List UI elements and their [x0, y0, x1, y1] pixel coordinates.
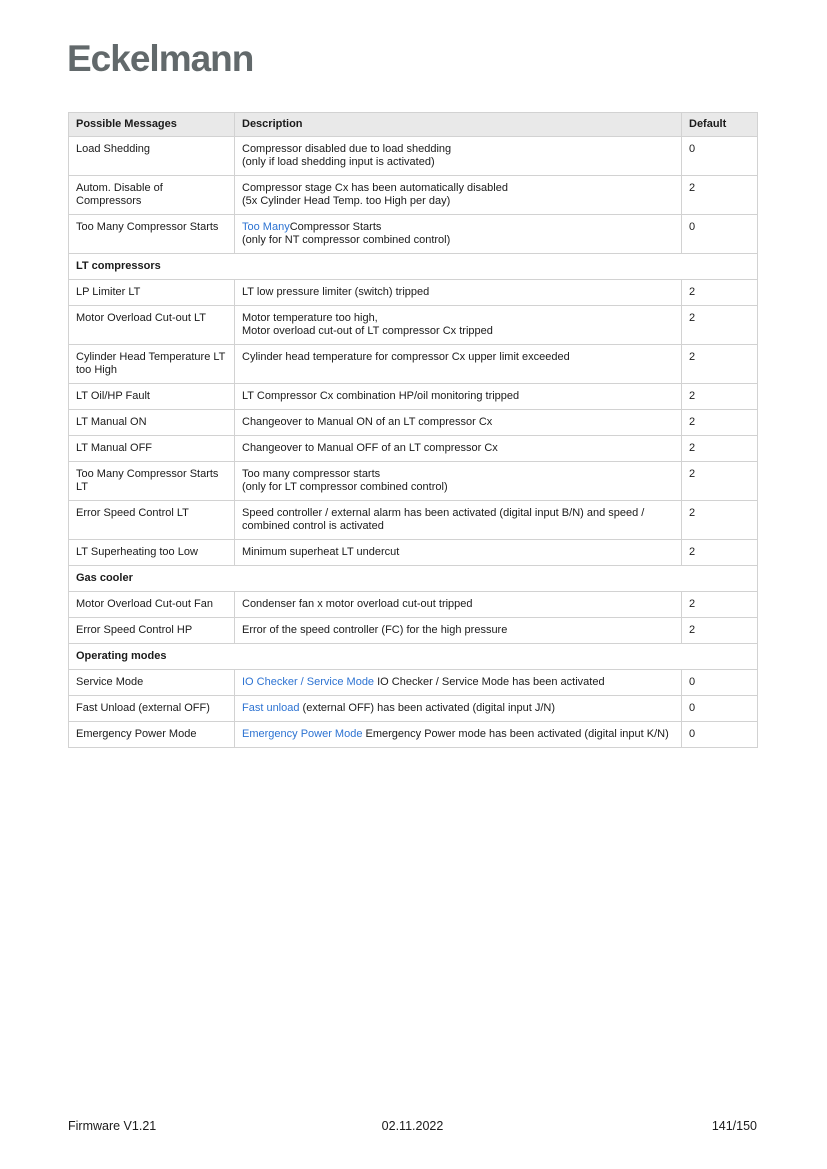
default-cell: 0 [682, 670, 758, 696]
table-row [69, 137, 758, 176]
messages-table [68, 112, 758, 748]
cross-reference-link[interactable]: Too Many [242, 221, 290, 233]
description-line [242, 624, 675, 637]
default-cell: 2 [682, 345, 758, 384]
message-cell: LT Oil/HP Fault [69, 384, 235, 410]
description-cell [235, 592, 682, 618]
default-cell: 2 [682, 436, 758, 462]
description-line [242, 143, 675, 156]
table-row [69, 722, 758, 748]
page-footer [68, 1119, 757, 1135]
cross-reference-link[interactable]: IO Checker / Service Mode [242, 676, 375, 688]
footer-page-number: 141/150 [711, 1119, 757, 1133]
table-row [69, 462, 758, 501]
description-cell [235, 462, 682, 501]
description-text: IO Checker / Service Mode has been activated [374, 676, 605, 688]
eckelmann-logo: Eckelmann [67, 38, 254, 79]
message-cell: Motor Overload Cut-out LT [69, 306, 235, 345]
table-row [69, 345, 758, 384]
description-text: (only for NT compressor combined control) [242, 234, 451, 246]
description-text: Condenser fan x motor overload cut-out tripped [242, 598, 473, 610]
table-row [69, 176, 758, 215]
table-row [69, 670, 758, 696]
message-cell: LP Limiter LT [69, 280, 235, 306]
description-line [242, 598, 675, 611]
table-header [69, 113, 758, 137]
table-row [69, 540, 758, 566]
section-label: Gas cooler [69, 566, 758, 592]
table-row [69, 618, 758, 644]
description-line [242, 390, 675, 403]
table-row [69, 215, 758, 254]
description-text: combined control is activated [242, 520, 384, 532]
message-cell: Fast Unload (external OFF) [69, 696, 235, 722]
cross-reference-link[interactable]: Emergency Power Mode [242, 728, 363, 740]
description-cell [235, 540, 682, 566]
footer-date: 02.11.2022 [381, 1119, 444, 1133]
description-line [242, 325, 675, 338]
default-cell: 2 [682, 618, 758, 644]
message-cell: Load Shedding [69, 137, 235, 176]
description-cell [235, 410, 682, 436]
description-text: LT Compressor Cx combination HP/oil monitoring tripped [242, 390, 520, 402]
description-cell [235, 501, 682, 540]
description-line [242, 234, 675, 247]
description-line [242, 481, 675, 494]
description-cell [235, 306, 682, 345]
message-cell: Error Speed Control LT [69, 501, 235, 540]
table-row [69, 592, 758, 618]
description-text: Speed controller / external alarm has been activated (digital input B/N) and speed / [242, 507, 645, 519]
description-cell [235, 280, 682, 306]
table-row [69, 410, 758, 436]
description-text: Error of the speed controller (FC) for the high pressure [242, 624, 508, 636]
table-body [69, 137, 758, 748]
default-cell: 2 [682, 462, 758, 501]
description-line [242, 312, 675, 325]
description-line [242, 221, 675, 234]
description-line [242, 546, 675, 559]
message-cell: Motor Overload Cut-out Fan [69, 592, 235, 618]
description-cell [235, 618, 682, 644]
column-header-default: Default [682, 113, 758, 137]
default-cell: 2 [682, 176, 758, 215]
description-text: (only for LT compressor combined control) [242, 481, 448, 493]
message-cell: LT Manual ON [69, 410, 235, 436]
description-text: (only if load shedding input is activated) [242, 156, 435, 168]
table-row [69, 696, 758, 722]
description-line [242, 286, 675, 299]
description-line [242, 156, 675, 169]
description-line [242, 520, 675, 533]
description-text: Changeover to Manual OFF of an LT compressor Cx [242, 442, 498, 454]
description-line [242, 195, 675, 208]
description-cell [235, 436, 682, 462]
description-text: Compressor disabled due to load shedding [242, 143, 452, 155]
table-row [69, 501, 758, 540]
table-row [69, 436, 758, 462]
description-cell [235, 176, 682, 215]
description-line [242, 442, 675, 455]
default-cell: 2 [682, 306, 758, 345]
description-line [242, 351, 675, 364]
column-header-description: Description [235, 113, 682, 137]
default-cell: 0 [682, 696, 758, 722]
description-text: Motor temperature too high, [242, 312, 378, 324]
column-header-possible-messages: Possible Messages [69, 113, 235, 137]
description-line [242, 702, 675, 715]
description-cell [235, 215, 682, 254]
description-text: Emergency Power mode has been activated (digital input K/N) [362, 728, 669, 740]
footer-firmware-version: Firmware V1.21 [68, 1119, 157, 1133]
cross-reference-link[interactable]: Fast unload [242, 702, 300, 714]
description-text: Compressor stage Cx has been automatically disabled [242, 182, 508, 194]
description-cell [235, 696, 682, 722]
description-text: Motor overload cut-out of LT compressor Cx tripped [242, 325, 493, 337]
description-line [242, 676, 675, 689]
description-text: Changeover to Manual ON of an LT compressor Cx [242, 416, 493, 428]
description-text: Too many compressor starts [242, 468, 381, 480]
description-text: Compressor Starts [289, 221, 382, 233]
table-row [69, 280, 758, 306]
message-cell: LT Manual OFF [69, 436, 235, 462]
section-row [69, 644, 758, 670]
description-text: LT low pressure limiter (switch) tripped [242, 286, 430, 298]
section-label: LT compressors [69, 254, 758, 280]
description-cell [235, 137, 682, 176]
section-row [69, 254, 758, 280]
description-cell [235, 670, 682, 696]
default-cell: 2 [682, 592, 758, 618]
message-cell: Too Many Compressor Starts LT [69, 462, 235, 501]
description-text: Cylinder head temperature for compressor Cx upper limit exceeded [242, 351, 570, 363]
section-label: Operating modes [69, 644, 758, 670]
description-cell [235, 384, 682, 410]
default-cell: 2 [682, 540, 758, 566]
description-text: (5x Cylinder Head Temp. too High per day) [242, 195, 451, 207]
default-cell: 2 [682, 280, 758, 306]
description-text: Minimum superheat LT undercut [242, 546, 400, 558]
default-cell: 0 [682, 137, 758, 176]
description-line [242, 728, 675, 741]
description-line [242, 507, 675, 520]
table-row [69, 306, 758, 345]
message-cell: Service Mode [69, 670, 235, 696]
description-line [242, 416, 675, 429]
message-cell: Emergency Power Mode [69, 722, 235, 748]
message-cell: LT Superheating too Low [69, 540, 235, 566]
message-cell: Cylinder Head Temperature LT too High [69, 345, 235, 384]
description-line [242, 468, 675, 481]
description-line [242, 182, 675, 195]
message-cell: Autom. Disable of Compressors [69, 176, 235, 215]
table-row [69, 384, 758, 410]
default-cell: 2 [682, 384, 758, 410]
section-row [69, 566, 758, 592]
header-row [69, 113, 758, 137]
description-text: (external OFF) has been activated (digital input J/N) [299, 702, 556, 714]
message-cell: Error Speed Control HP [69, 618, 235, 644]
default-cell: 2 [682, 501, 758, 540]
description-cell [235, 345, 682, 384]
description-cell [235, 722, 682, 748]
default-cell: 2 [682, 410, 758, 436]
default-cell: 0 [682, 215, 758, 254]
default-cell: 0 [682, 722, 758, 748]
message-cell: Too Many Compressor Starts [69, 215, 235, 254]
